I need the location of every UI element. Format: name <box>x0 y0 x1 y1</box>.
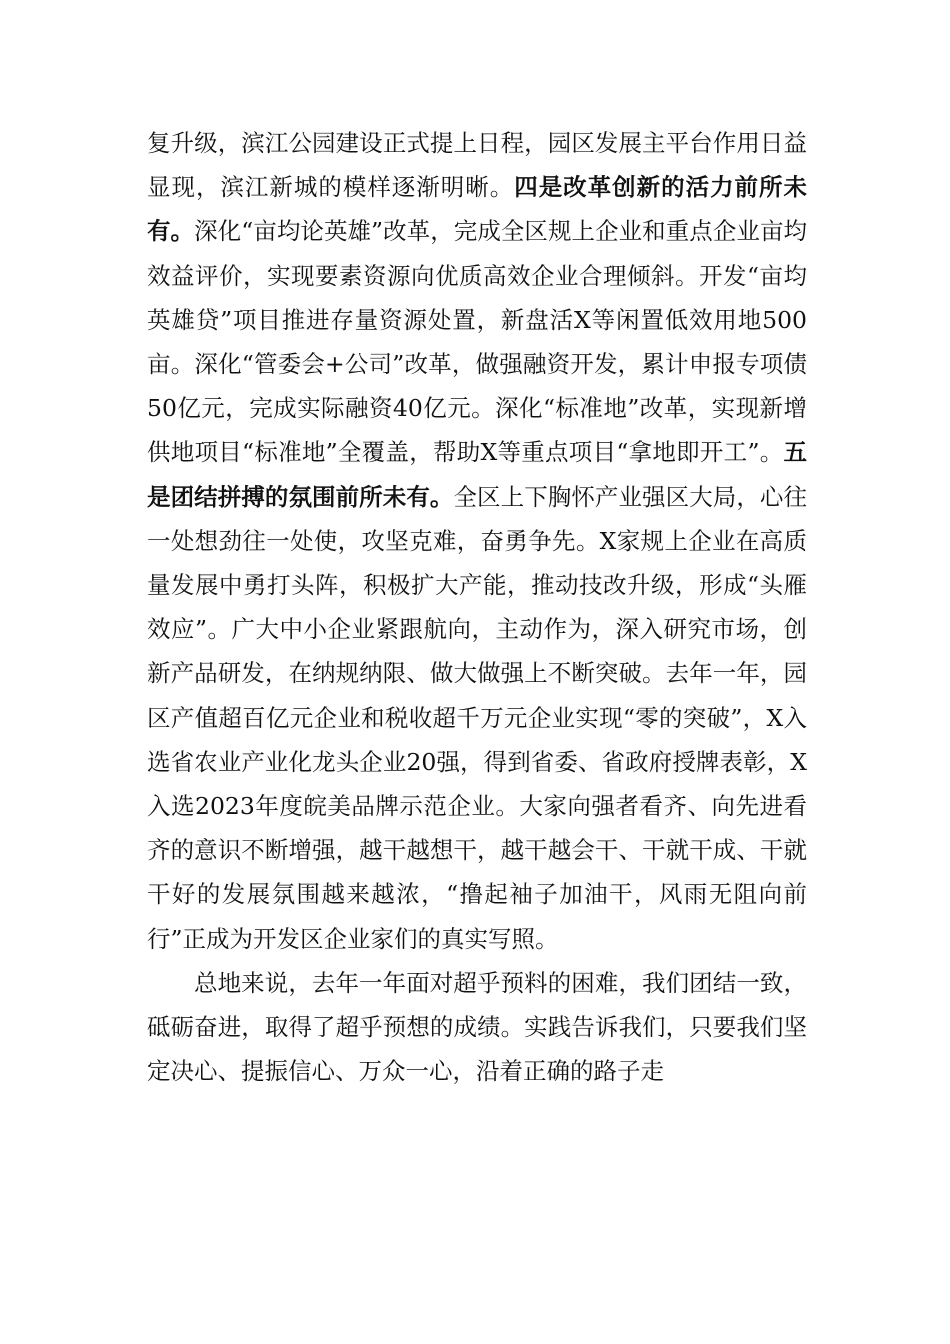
paragraph-2 <box>147 961 807 1094</box>
heading-point-five: 五是团结拼搏的氛围前所未有。 <box>147 438 807 511</box>
paragraph-2-text: 总地来说，去年一年面对超乎预料的困难，我们团结一致，砥砺奋进，取得了超乎预想的成绩。实践告诉我们，只要我们坚定决心、提振信心、万众一心，沿着正确的路子走 <box>147 968 807 1086</box>
heading-point-four: 四是改革创新的活力前所未有。 <box>147 173 808 246</box>
paragraph-1-text-b: 深化“亩均论英雄”改革，完成全区规上企业和重点企业亩均效益评价，实现要素资源向优质高效企业合理倾斜。开发“亩均英雄贷”项目推进存量资源处置，新盘活X等闲置低效用地500亩。深化“管委会+公司”改革，做强融资开发，累计申报专项债50亿元，完成实际融资40亿元。深化“标准地”改革，实现新增供地项目“标准地”全覆盖，帮助X等重点项目“拿地即开工”。 <box>147 217 808 467</box>
body-text <box>147 121 807 1093</box>
paragraph-1-text-c: 全区上下胸怀产业强区大局，心往一处想劲往一处使，攻坚克难，奋勇争先。X家规上企业在高质量发展中勇打头阵，积极扩大产能，推动技改升级，形成“头雁效应”。广大中小企业紧跟航向，主动作为，深入研究市场，创新产品研发，在纳规纳限、做大做强上不断突破。去年一年，园区产值超百亿元企业和税收超千万元企业实现“零的突破”，X入选省农业产业化龙头企业20强，得到省委、省政府授牌表彰，X入选2023年度皖美品牌示范企业。大家向强者看齐、向先进看齐的意识不断增强，越干越想干，越干越会干、干就干成、干就干好的发展氛围越来越浓，“撸起袖子加油干，风雨无阻向前行”正成为开发区企业家们的真实写照。 <box>147 482 808 953</box>
paragraph-1-text-a: 复升级，滨江公园建设正式提上日程，园区发展主平台作用日益显现，滨江新城的模样逐渐明晰。 <box>147 129 807 202</box>
paragraph-1 <box>147 121 807 961</box>
